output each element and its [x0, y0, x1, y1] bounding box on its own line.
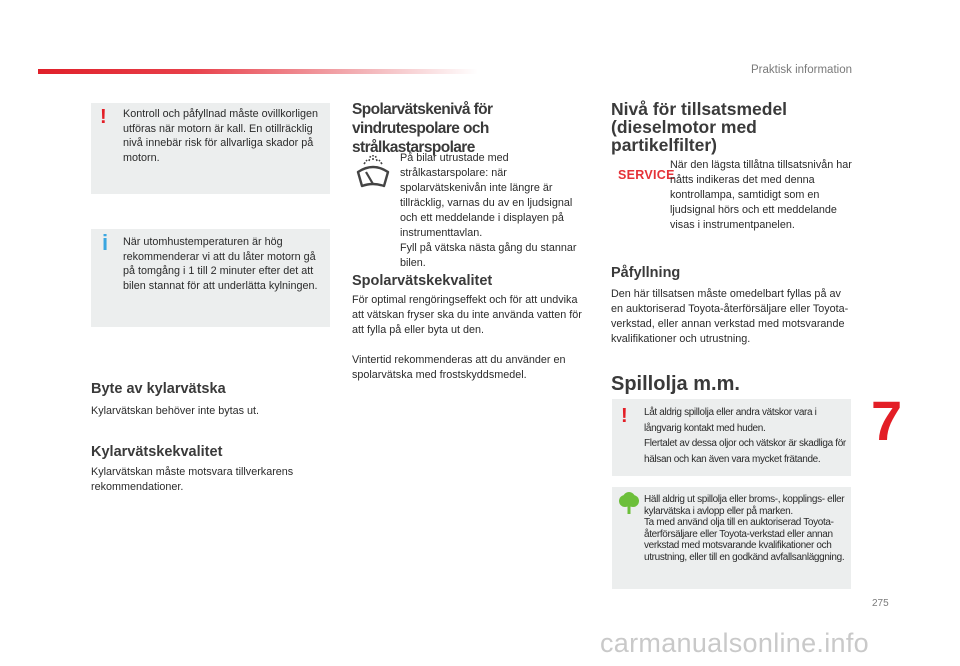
section-title: Praktisk information — [751, 64, 852, 76]
spillolja-title: Spillolja m.m. — [611, 373, 740, 395]
service-text: När den lägsta tillåtna tillsatsnivån har nåtts indikeras det med denna kontrollampa, samtidigt som en ljudsignal hörs och ett meddelande visas i instrumentpanelen. — [670, 159, 852, 231]
pafyllning-title: Påfyllning — [611, 265, 681, 281]
washer-text: På bilar utrustade med strålkastarspolare: när spolarvätskenivån inte längre är tillräcklig, varnas du av en ljudsignal och ett meddelande i displayen på instrumenttavlan. Fyll på vätska nästa gång du stannar bilen. — [400, 152, 577, 269]
warning-icon: ! — [100, 106, 107, 128]
byte-text: Kylarvätskan behöver inte bytas ut. — [91, 405, 260, 417]
warning-icon: ! — [621, 405, 628, 427]
washer-fluid-icon — [354, 150, 392, 190]
byte-title: Byte av kylarvätska — [91, 381, 226, 397]
eco-text: Häll aldrig ut spillolja eller broms-, kopplings- eller kylarvätska i avlopp eller på marken. Ta med använd olja till en auktoriserad Toyota-återförsäljare eller Toyota-verkstad eller annan verkstad med motsvarande kvalifikationer och utrustning, eller till en godkänd avfallsanläggning. — [644, 494, 845, 563]
info-text: När utomhustemperaturen är hög rekommenderar vi att du låter motorn gå på tomgång i 1 till 2 minuter efter det att bilen stannat för att underlätta kylningen. — [123, 236, 318, 292]
info-icon: i — [102, 230, 109, 255]
kylar-kvalitet-title: Kylarvätskekvalitet — [91, 444, 223, 460]
header-accent-bar — [38, 69, 478, 74]
warning-box — [91, 103, 330, 194]
watermark: carmanualsonline.info — [600, 628, 869, 658]
spolar-kvalitet-title: Spolarvätskekvalitet — [352, 273, 493, 289]
spill-warning-text: Låt aldrig spillolja eller andra vätskor vara i långvarig kontakt med huden. Flertalet av dessa oljor och vätskor är skadliga för hälsan och kan även vara mycket frätande. — [644, 407, 846, 465]
eco-tree-icon — [617, 492, 641, 516]
spolar-title: Spolarvätskenivå för vindrutespolare och strålkastarspolare — [352, 101, 493, 156]
page-number: 275 — [872, 598, 889, 609]
chapter-number: 7 — [871, 389, 903, 452]
spolar-kvalitet-text: För optimal rengöringseffekt och för att undvika att vätskan fryser ska du inte använda vatten för att fylla på eller byta ut den. — [352, 294, 582, 336]
kylar-kvalitet-text: Kylarvätskan måste motsvara tillverkarens rekommendationer. — [91, 466, 294, 493]
info-box — [91, 229, 330, 327]
warning-text: Kontroll och påfyllnad måste ovillkorligen utföras när motorn är kall. En otillräcklig nivå innebär risk för allvarliga skador på motorn. — [123, 108, 319, 164]
eco-box — [612, 487, 851, 589]
spill-warning-box — [612, 399, 851, 476]
pafyllning-text: Den här tillsatsen måste omedelbart fyllas på av en auktoriserad Toyota-återförsäljare eller Toyota-verkstad, eller annan verkstad med motsvarande kvalifikationer och utrustning. — [611, 288, 849, 345]
vinter-text: Vintertid rekommenderas att du använder en spolarvätska med frostskyddsmedel. — [352, 354, 566, 381]
tillsats-title: Nivå för tillsatsmedel (dieselmotor med partikelfilter) — [611, 99, 788, 155]
service-indicator-icon: SERVICE — [618, 168, 675, 182]
